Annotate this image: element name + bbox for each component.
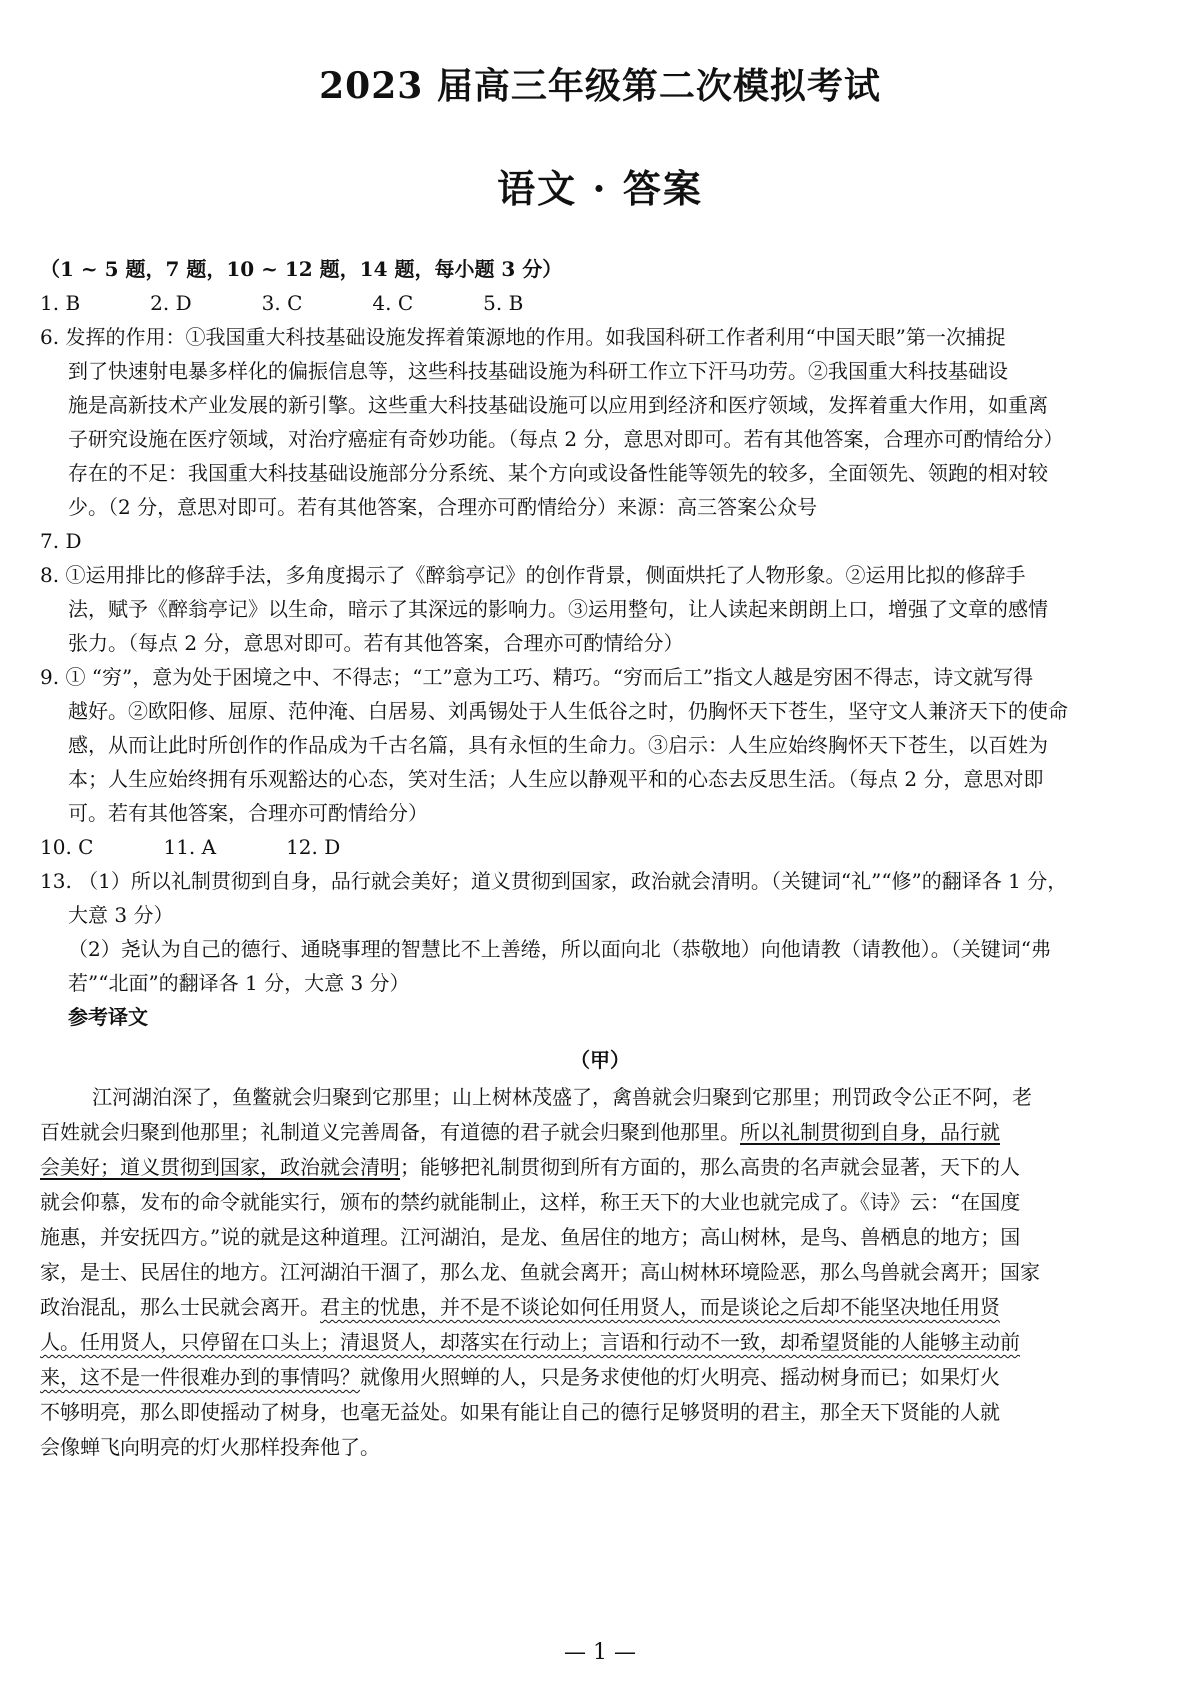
answer-line: 施是高新技术产业发展的新引擎。这些重大科技基础设施可以应用到经济和医疗领域，发挥着重大作用，如重离 — [68, 393, 1048, 417]
mc-answers-row-1 — [40, 286, 1160, 320]
mc-answer: 2. D — [150, 291, 192, 315]
page-number: — 1 — — [564, 1640, 636, 1665]
translation-line — [40, 1255, 1160, 1290]
answer-line: 13. （1）所以礼制贯彻到自身，品行就会美好；道义贯彻到国家，政治就会清明。（关键词“礼”“修”的翻译各 1 分， — [40, 869, 1068, 893]
answer-q13 — [40, 864, 1160, 1000]
translation-text: 会像蝉飞向明亮的灯火那样投奔他了。 — [40, 1435, 380, 1459]
translation-line — [40, 1185, 1160, 1220]
answer-body — [40, 252, 1160, 1465]
mc-answer: 4. C — [372, 291, 414, 315]
answer-line: 法，赋予《醉翁亭记》以生命，暗示了其深远的影响力。③运用整句，让人读起来朗朗上口，增强了文章的感情 — [68, 597, 1048, 621]
answer-line: 若”“北面”的翻译各 1 分，大意 3 分） — [68, 971, 410, 995]
translation-line — [40, 1150, 1160, 1185]
answer-q8 — [40, 558, 1160, 660]
translation-text: 百姓就会归聚到他那里；礼制道义完善周备，有道德的君子就会归聚到他那里。 — [40, 1120, 740, 1144]
answer-line: 越好。②欧阳修、屈原、范仲淹、白居易、刘禹锡处于人生低谷之时，仍胸怀天下苍生，坚守文人兼济天下的使命 — [68, 699, 1068, 723]
mc-answer: 5. B — [483, 291, 524, 315]
translation-line — [40, 1080, 1160, 1115]
answer-line: 张力。（每点 2 分，意思对即可。若有其他答案，合理亦可酌情给分） — [68, 631, 684, 655]
translation-text: ；能够把礼制贯彻到所有方面的，那么高贵的名声就会显著，天下的人 — [400, 1155, 1020, 1179]
answer-line: 6. 发挥的作用：①我国重大科技基础设施发挥着策源地的作用。如我国科研工作者利用“中国天眼”第一次捕捉 — [40, 325, 1006, 349]
translation-line — [40, 1290, 1160, 1325]
translation-line — [40, 1430, 1160, 1465]
answer-line: 9. ① “穷”，意为处于困境之中、不得志；“工”意为工巧、精巧。“穷而后工”指文人越是穷困不得志，诗文就写得 — [40, 665, 1034, 689]
wavy-underlined-text: 来，这不是一件很难办到的事情吗？ — [40, 1365, 360, 1389]
answer-line: 本；人生应始终拥有乐观豁达的心态，笑对生活；人生应以静观平和的心态去反思生活。（每点 2 分，意思对即 — [68, 767, 1044, 791]
answer-line: 少。（2 分，意思对即可。若有其他答案，合理亦可酌情给分）来源：高三答案公众号 — [68, 495, 818, 519]
answer-line: 大意 3 分） — [68, 903, 174, 927]
answer-line: 存在的不足：我国重大科技基础设施部分分系统、某个方向或设备性能等领先的较多，全面领先、领跑的相对较 — [68, 461, 1048, 485]
translation-text: 施惠，并安抚四方。”说的就是这种道理。江河湖泊，是龙、鱼居住的地方；高山树林，是鸟、兽栖息的地方；国 — [40, 1225, 1021, 1249]
translation-text: 就会仰慕，发布的命令就能实行，颁布的禁约就能制止，这样，称王天下的大业也就完成了。《诗》云：“在国度 — [40, 1190, 1021, 1214]
mc-answer: 1. B — [40, 291, 81, 315]
mc-answer: 12. D — [286, 835, 341, 859]
page-subtitle: 语文 · 答案 — [497, 166, 703, 211]
answer-line: 到了快速射电暴多样化的偏振信息等，这些科技基础设施为科研工作立下汗马功劳。②我国重大科技基础设 — [68, 359, 1008, 383]
answer-q6 — [40, 320, 1160, 524]
answer-line: （2）尧认为自己的德行、通晓事理的智慧比不上善绻，所以面向北（恭敬地）向他请教（请教他）。（关键词“弗 — [68, 937, 1051, 961]
page-title: 2023 届高三年级第二次模拟考试 — [319, 65, 881, 107]
translation-text: 江河湖泊深了，鱼鳖就会归聚到它那里；山上树林茂盛了，禽兽就会归聚到它那里；刑罚政令公正不阿，老 — [92, 1085, 1032, 1109]
translation-text: 不够明亮，那么即使摇动了树身，也毫无益处。如果有能让自己的德行足够贤明的君主，那全天下贤能的人就 — [40, 1400, 1000, 1424]
mc-answer: 11. A — [163, 835, 217, 859]
wavy-underlined-text: 人。任用贤人，只停留在口头上；清退贤人，却落实在行动上；言语和行动不一致，却希望贤能的人能够主动前 — [40, 1330, 1020, 1354]
translation-line — [40, 1220, 1160, 1255]
underlined-text: 会美好；道义贯彻到国家，政治就会清明 — [40, 1155, 400, 1179]
scoring-note: （1 ~ 5 题，7 题，10 ~ 12 题，14 题，每小题 3 分） — [40, 257, 563, 281]
translation-text: 家，是士、民居住的地方。江河湖泊干涸了，那么龙、鱼就会离开；高山树林环境险恶，那么鸟兽就会离开；国家 — [40, 1260, 1040, 1284]
translation-line — [40, 1395, 1160, 1430]
reference-heading: 参考译文 — [68, 1005, 148, 1029]
reference-translation — [40, 1080, 1160, 1465]
translation-line — [40, 1360, 1160, 1395]
translation-text: 就像用火照蝉的人，只是务求使他的灯火明亮、摇动树身而已；如果灯火 — [360, 1365, 1000, 1389]
answer-line: 可。若有其他答案，合理亦可酌情给分） — [68, 801, 428, 825]
answer-line: 8. ①运用排比的修辞手法，多角度揭示了《醉翁亭记》的创作背景，侧面烘托了人物形象。②运用比拟的修辞手 — [40, 563, 1026, 587]
mc-answer: 10. C — [40, 835, 94, 859]
answer-line: 感，从而让此时所创作的作品成为千古名篇，具有永恒的生命力。③启示：人生应始终胸怀天下苍生，以百姓为 — [68, 733, 1048, 757]
answer-q9 — [40, 660, 1160, 830]
underlined-text: 所以礼制贯彻到自身，品行就 — [740, 1120, 1000, 1144]
mc-answer: 3. C — [261, 291, 303, 315]
translation-line — [40, 1115, 1160, 1150]
section-label: （甲） — [570, 1048, 630, 1072]
translation-line — [40, 1325, 1160, 1360]
wavy-underlined-text: 君主的忧患，并不是不谈论如何任用贤人，而是谈论之后却不能坚决地任用贤 — [320, 1295, 1000, 1319]
answer-q7: 7. D — [40, 529, 82, 553]
translation-text: 政治混乱，那么士民就会离开。 — [40, 1295, 320, 1319]
answer-line: 子研究设施在医疗领域，对治疗癌症有奇妙功能。（每点 2 分，意思对即可。若有其他答案，合理亦可酌情给分） — [68, 427, 1064, 451]
mc-answers-row-2 — [40, 830, 1160, 864]
